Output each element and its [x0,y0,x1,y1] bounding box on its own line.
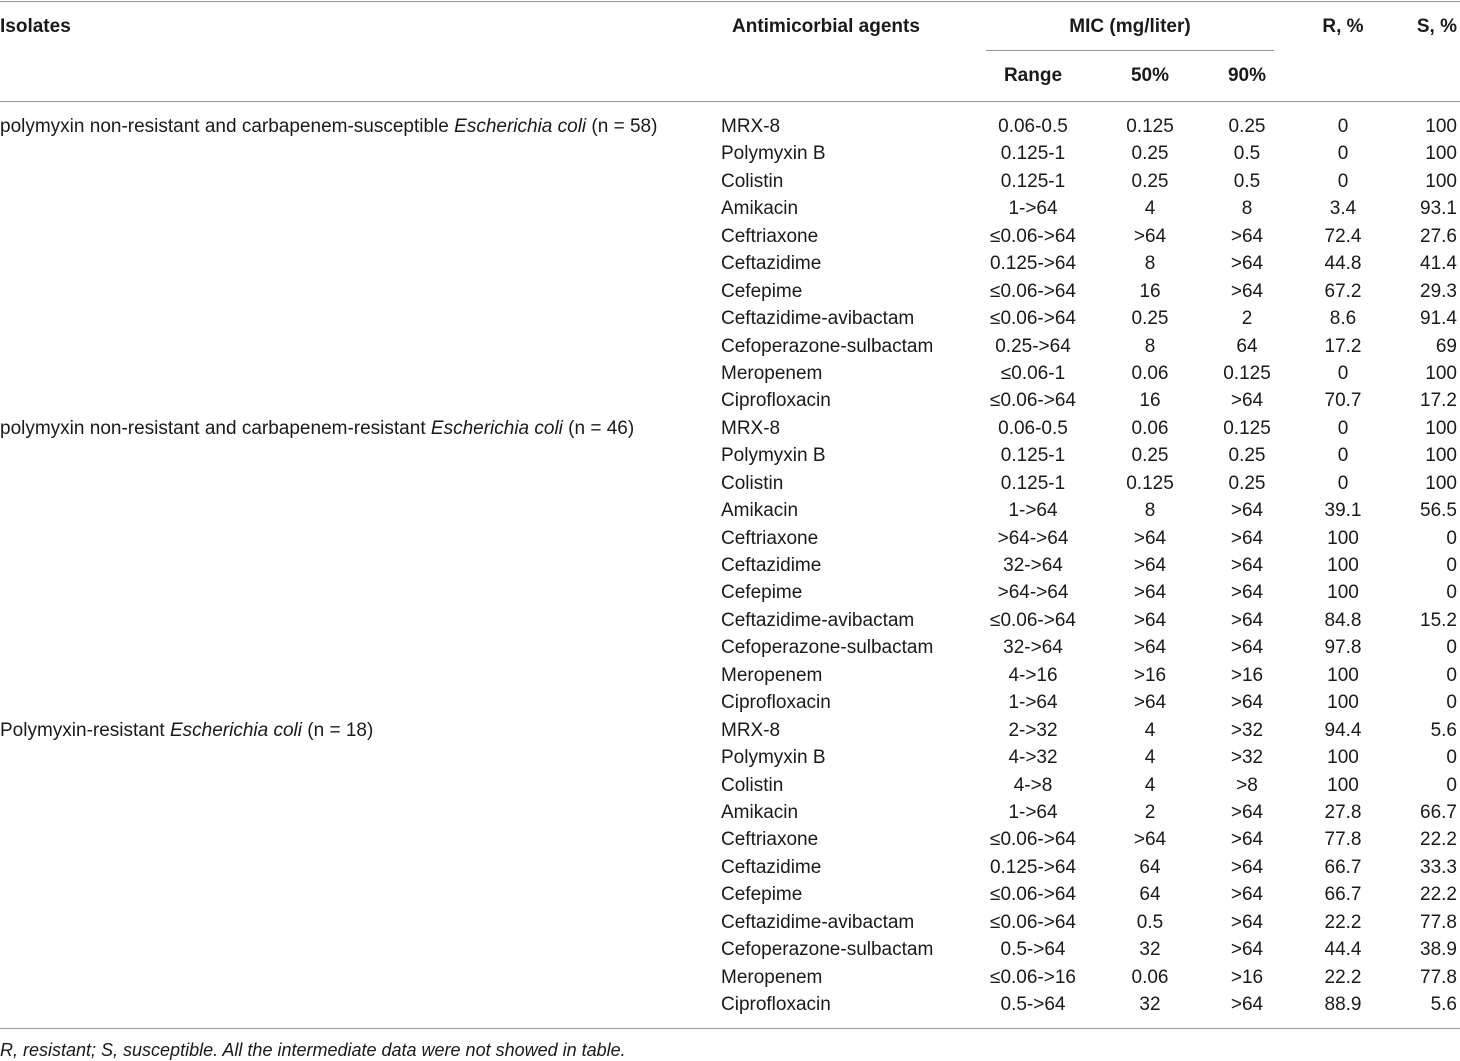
mic50-cell: >64 [1133,829,1167,851]
mic90-cell: >64 [1230,637,1264,659]
range-cell: ≤0.06-1 [1000,362,1066,384]
agent-cell: Amikacin [721,500,799,522]
mic50-cell: 0.06 [1131,362,1169,384]
mic50-cell: >64 [1133,609,1167,631]
susceptible-percent-cell: 15.2 [1420,609,1457,631]
susceptible-percent-cell: 0 [1446,664,1457,686]
susceptible-percent-cell: 100 [1425,445,1457,467]
resistant-percent-cell: 0 [1337,116,1349,137]
table-row [0,140,1460,167]
resistant-percent-cell: 100 [1327,774,1359,796]
mic90-cell: >64 [1230,582,1264,604]
susceptible-percent-cell: 100 [1425,362,1457,384]
header-s-percent: S, % [1416,16,1457,37]
range-cell: 0.25->64 [995,335,1071,357]
mic90-cell: >64 [1230,555,1264,576]
table-row [0,799,1460,826]
mic50-cell: 0.125 [1126,116,1174,137]
header-mic: MIC (mg/liter) [1069,16,1191,37]
mic50-cell: >64 [1133,225,1167,247]
mic90-cell: 64 [1236,335,1258,357]
susceptible-percent-cell: 77.8 [1420,966,1457,988]
resistant-percent-cell: 27.8 [1324,801,1362,823]
table-row [0,909,1460,936]
mic90-cell: >64 [1230,801,1264,823]
agent-cell: Meropenem [721,664,823,686]
range-cell: 0.5->64 [1000,994,1066,1015]
table-row [0,634,1460,661]
table-row [0,772,1460,799]
susceptible-percent-cell: 22.2 [1420,884,1457,906]
table-row [0,250,1460,277]
mic90-cell: >16 [1230,664,1264,686]
mic50-cell: 8 [1144,253,1156,275]
susceptible-percent-cell: 0 [1446,637,1457,659]
mic90-cell: 8 [1241,198,1253,220]
mic50-cell: 2 [1144,801,1156,823]
mic90-cell: >64 [1230,911,1264,933]
range-cell: ≤0.06->64 [990,225,1076,247]
mic50-cell: >64 [1133,692,1167,714]
range-cell: >64->64 [997,527,1069,549]
resistant-percent-cell: 100 [1327,555,1359,576]
susceptible-percent-cell: 93.1 [1420,198,1457,220]
mic50-cell: >64 [1133,527,1167,549]
range-cell: 4->32 [1008,747,1058,769]
agent-cell: Amikacin [721,801,799,823]
isolate-group-label [0,415,634,442]
agent-cell: Meropenem [721,362,823,384]
resistant-percent-cell: 100 [1327,582,1359,604]
resistant-percent-cell: 8.6 [1329,308,1357,330]
mic90-cell: >64 [1230,829,1264,851]
agent-cell: Ceftriaxone [721,829,819,851]
agent-cell: Cefepime [721,884,803,906]
isolate-species: Escherichia coli [454,116,587,137]
resistant-percent-cell: 100 [1327,664,1359,686]
resistant-percent-cell: 44.8 [1324,253,1362,275]
mic90-cell: >64 [1230,253,1264,275]
susceptible-percent-cell: 5.6 [1430,719,1457,741]
mic50-cell: 0.125 [1126,472,1174,494]
susceptible-percent-cell: 0 [1446,527,1457,549]
resistant-percent-cell: 39.1 [1324,500,1362,522]
mic90-cell: >64 [1230,225,1264,247]
header-mic-50: 50% [1130,65,1170,86]
resistant-percent-cell: 70.7 [1324,390,1362,412]
header-r-percent: R, % [1322,16,1364,37]
resistant-percent-cell: 94.4 [1324,719,1362,741]
agent-cell: Colistin [721,472,784,494]
range-cell: ≤0.06->64 [990,829,1076,851]
isolate-count: (n = 58) [586,116,658,137]
resistant-percent-cell: 84.8 [1324,609,1362,631]
agent-cell: Ceftazidime [721,555,822,576]
resistant-percent-cell: 0 [1337,143,1349,165]
mic50-cell: 0.25 [1131,170,1169,192]
agent-cell: MRX-8 [721,116,781,137]
resistant-percent-cell: 0 [1337,362,1349,384]
table-row [0,525,1460,552]
range-cell: ≤0.06->64 [990,280,1076,302]
table-row [0,360,1460,387]
mic50-cell: 4 [1144,774,1156,796]
susceptible-percent-cell: 100 [1425,116,1457,137]
table-row [0,881,1460,908]
mic50-cell: 32 [1139,939,1161,961]
resistant-percent-cell: 0 [1337,472,1349,494]
agent-cell: MRX-8 [721,417,781,439]
table-row [0,579,1460,606]
mic90-cell: >64 [1230,884,1264,906]
agent-cell: Ceftriaxone [721,225,819,247]
mic90-cell: >64 [1230,500,1264,522]
mic50-cell: >16 [1133,664,1167,686]
mic50-cell: 0.25 [1131,143,1169,165]
table-row [0,717,1460,744]
susceptible-percent-cell: 29.3 [1420,280,1457,302]
mic50-cell: 4 [1144,198,1156,220]
agent-cell: Amikacin [721,198,799,220]
mic50-cell: 8 [1144,335,1156,357]
bottom-rule [0,1028,1460,1029]
agent-cell: Cefoperazone-sulbactam [721,335,934,357]
table-footnote: R, resistant; S, susceptible. All the intermediate data were not showed in table. [0,1040,626,1060]
range-cell: 0.125-1 [1000,143,1066,165]
agent-cell: Ceftazidime [721,253,822,275]
table-row [0,936,1460,963]
table-row [0,387,1460,414]
agent-cell: Ceftazidime-avibactam [721,308,915,330]
table-row [0,607,1460,634]
range-cell: 2->32 [1008,719,1058,741]
range-cell: ≤0.06->64 [990,308,1076,330]
agent-cell: Polymyxin B [721,143,826,165]
range-cell: 1->64 [1008,801,1058,823]
mic-underline [986,50,1274,51]
range-cell: 32->64 [1003,637,1063,659]
table-row [0,497,1460,524]
resistant-percent-cell: 66.7 [1324,884,1362,906]
range-cell: 0.125->64 [989,253,1077,275]
table-row [0,223,1460,250]
susceptible-percent-cell: 0 [1446,774,1457,796]
susceptible-percent-cell: 77.8 [1420,911,1457,933]
table-row [0,689,1460,716]
mic90-cell: >64 [1230,609,1264,631]
isolate-species: Escherichia coli [430,417,563,439]
header-mic-90: 90% [1227,65,1267,86]
mic90-cell: >64 [1230,527,1264,549]
mic90-cell: >64 [1230,280,1264,302]
resistant-percent-cell: 22.2 [1324,911,1362,933]
table-row [0,826,1460,853]
mic50-cell: 0.25 [1131,445,1169,467]
mic90-cell: 0.25 [1228,472,1266,494]
resistant-percent-cell: 0 [1337,445,1349,467]
susceptible-percent-cell: 22.2 [1420,829,1457,851]
table-row [0,305,1460,332]
resistant-percent-cell: 97.8 [1324,637,1362,659]
resistant-percent-cell: 44.4 [1324,939,1362,961]
header-range: Range [1003,65,1063,86]
susceptible-percent-cell: 0 [1446,692,1457,714]
agent-cell: Ceftazidime-avibactam [721,911,915,933]
top-rule [0,1,1460,2]
resistant-percent-cell: 67.2 [1324,280,1362,302]
header-isolates: Isolates [0,16,71,37]
range-cell: ≤0.06->64 [990,390,1076,412]
mic50-cell: 16 [1139,390,1161,412]
mic90-cell: >32 [1230,747,1264,769]
range-cell: 0.125->64 [989,856,1077,878]
range-cell: ≤0.06->64 [990,609,1076,631]
mic90-cell: 2 [1241,308,1253,330]
mic90-cell: 0.25 [1228,445,1266,467]
susceptible-percent-cell: 0 [1446,747,1457,769]
table-row [0,278,1460,305]
susceptible-percent-cell: 38.9 [1420,939,1457,961]
agent-cell: Ciprofloxacin [721,390,831,412]
susceptible-percent-cell: 0 [1446,582,1457,604]
resistant-percent-cell: 3.4 [1329,198,1357,220]
agent-cell: Ceftazidime-avibactam [721,609,915,631]
mic50-cell: 64 [1139,856,1161,878]
resistant-percent-cell: 17.2 [1324,335,1362,357]
table-row [0,333,1460,360]
table-row [0,470,1460,497]
isolate-group-label [0,113,657,140]
range-cell: 0.125-1 [1000,472,1066,494]
susceptible-percent-cell: 91.4 [1420,308,1457,330]
agent-cell: Ciprofloxacin [721,994,831,1015]
mic90-cell: 0.25 [1228,116,1266,137]
isolate-label-prefix: polymyxin non-resistant and carbapenem-resistant [0,417,431,439]
agent-cell: Ciprofloxacin [721,692,831,714]
mic50-cell: 16 [1139,280,1161,302]
mic50-cell: 32 [1139,994,1161,1015]
isolate-count: (n = 46) [562,417,635,439]
table-row [0,744,1460,771]
mic50-cell: 4 [1144,747,1156,769]
resistant-percent-cell: 100 [1327,527,1359,549]
range-cell: 1->64 [1008,500,1058,522]
isolate-species: Escherichia coli [170,719,302,741]
resistant-percent-cell: 72.4 [1324,225,1362,247]
range-cell: 4->16 [1008,664,1058,686]
table-body [0,113,1460,1018]
mic90-cell: >32 [1230,719,1264,741]
mic50-cell: 0.25 [1131,308,1169,330]
mic50-cell: 0.06 [1131,417,1169,439]
table-row [0,854,1460,881]
range-cell: 0.06-0.5 [998,417,1068,439]
isolate-label-prefix: Polymyxin-resistant [0,719,170,741]
range-cell: 0.125-1 [1000,170,1066,192]
mic50-cell: >64 [1133,582,1167,604]
mic90-cell: >16 [1230,966,1264,988]
range-cell: 0.125-1 [1000,445,1066,467]
mic50-cell: 4 [1144,719,1156,741]
mic90-cell: 0.125 [1223,362,1271,384]
susceptible-percent-cell: 100 [1425,417,1457,439]
mic90-cell: >64 [1230,856,1264,878]
range-cell: 32->64 [1003,555,1063,576]
agent-cell: Ceftriaxone [721,527,819,549]
table-row [0,991,1460,1018]
susceptible-percent-cell: 56.5 [1420,500,1457,522]
table-row [0,195,1460,222]
susceptible-percent-cell: 100 [1425,472,1457,494]
mic90-cell: >64 [1230,939,1264,961]
range-cell: >64->64 [997,582,1069,604]
resistant-percent-cell: 0 [1337,417,1349,439]
range-cell: 0.06-0.5 [998,116,1068,137]
range-cell: ≤0.06->64 [990,884,1076,906]
susceptible-percent-cell: 27.6 [1420,225,1457,247]
susceptible-percent-cell: 41.4 [1420,253,1457,275]
resistant-percent-cell: 22.2 [1324,966,1362,988]
agent-cell: Colistin [721,170,784,192]
resistant-percent-cell: 77.8 [1324,829,1362,851]
mic90-cell: >64 [1230,994,1264,1015]
resistant-percent-cell: 66.7 [1324,856,1362,878]
table-row [0,964,1460,991]
susceptible-percent-cell: 69 [1435,335,1457,357]
agent-cell: Colistin [721,774,784,796]
mic50-cell: 8 [1144,500,1156,522]
agent-cell: Cefoperazone-sulbactam [721,637,934,659]
susceptible-percent-cell: 17.2 [1420,390,1457,412]
resistant-percent-cell: 100 [1327,692,1359,714]
mic90-cell: >64 [1230,390,1264,412]
range-cell: 0.5->64 [1000,939,1066,961]
mic90-cell: 0.5 [1233,170,1261,192]
table-row [0,168,1460,195]
mic50-cell: 0.06 [1131,966,1169,988]
mic90-cell: >64 [1230,692,1264,714]
susceptible-percent-cell: 0 [1446,555,1457,576]
range-cell: ≤0.06->64 [990,911,1076,933]
header-antimicrobial-agents: Antimicorbial agents [732,16,920,37]
agent-cell: Polymyxin B [721,747,826,769]
isolate-count: (n = 18) [302,719,374,741]
table-row [0,415,1460,442]
table-row [0,552,1460,579]
susceptible-percent-cell: 66.7 [1420,801,1457,823]
agent-cell: Meropenem [721,966,823,988]
range-cell: 1->64 [1008,198,1058,220]
header-rule [0,101,1460,102]
agent-cell: Cefoperazone-sulbactam [721,939,934,961]
mic90-cell: 0.5 [1233,143,1261,165]
agent-cell: MRX-8 [721,719,781,741]
table-row [0,442,1460,469]
susceptible-percent-cell: 100 [1425,143,1457,165]
mic90-cell: >8 [1236,774,1258,796]
resistant-percent-cell: 100 [1327,747,1359,769]
table-row [0,662,1460,689]
agent-cell: Ceftazidime [721,856,822,878]
resistant-percent-cell: 0 [1337,170,1349,192]
range-cell: 1->64 [1008,692,1058,714]
resistant-percent-cell: 88.9 [1324,994,1362,1015]
isolate-group-label [0,717,373,744]
mic50-cell: 64 [1139,884,1161,906]
susceptible-percent-cell: 5.6 [1430,994,1457,1015]
mic50-cell: >64 [1133,637,1167,659]
mic50-cell: >64 [1133,555,1167,576]
susceptible-percent-cell: 33.3 [1420,856,1457,878]
isolate-label-prefix: polymyxin non-resistant and carbapenem-susceptible [0,116,455,137]
range-cell: 4->8 [1013,774,1053,796]
mic50-cell: 0.5 [1136,911,1164,933]
susceptible-percent-cell: 100 [1425,170,1457,192]
agent-cell: Cefepime [721,582,803,604]
mic90-cell: 0.125 [1223,417,1271,439]
agent-cell: Cefepime [721,280,803,302]
range-cell: ≤0.06->16 [990,966,1076,988]
table-row [0,113,1460,140]
agent-cell: Polymyxin B [721,445,826,467]
